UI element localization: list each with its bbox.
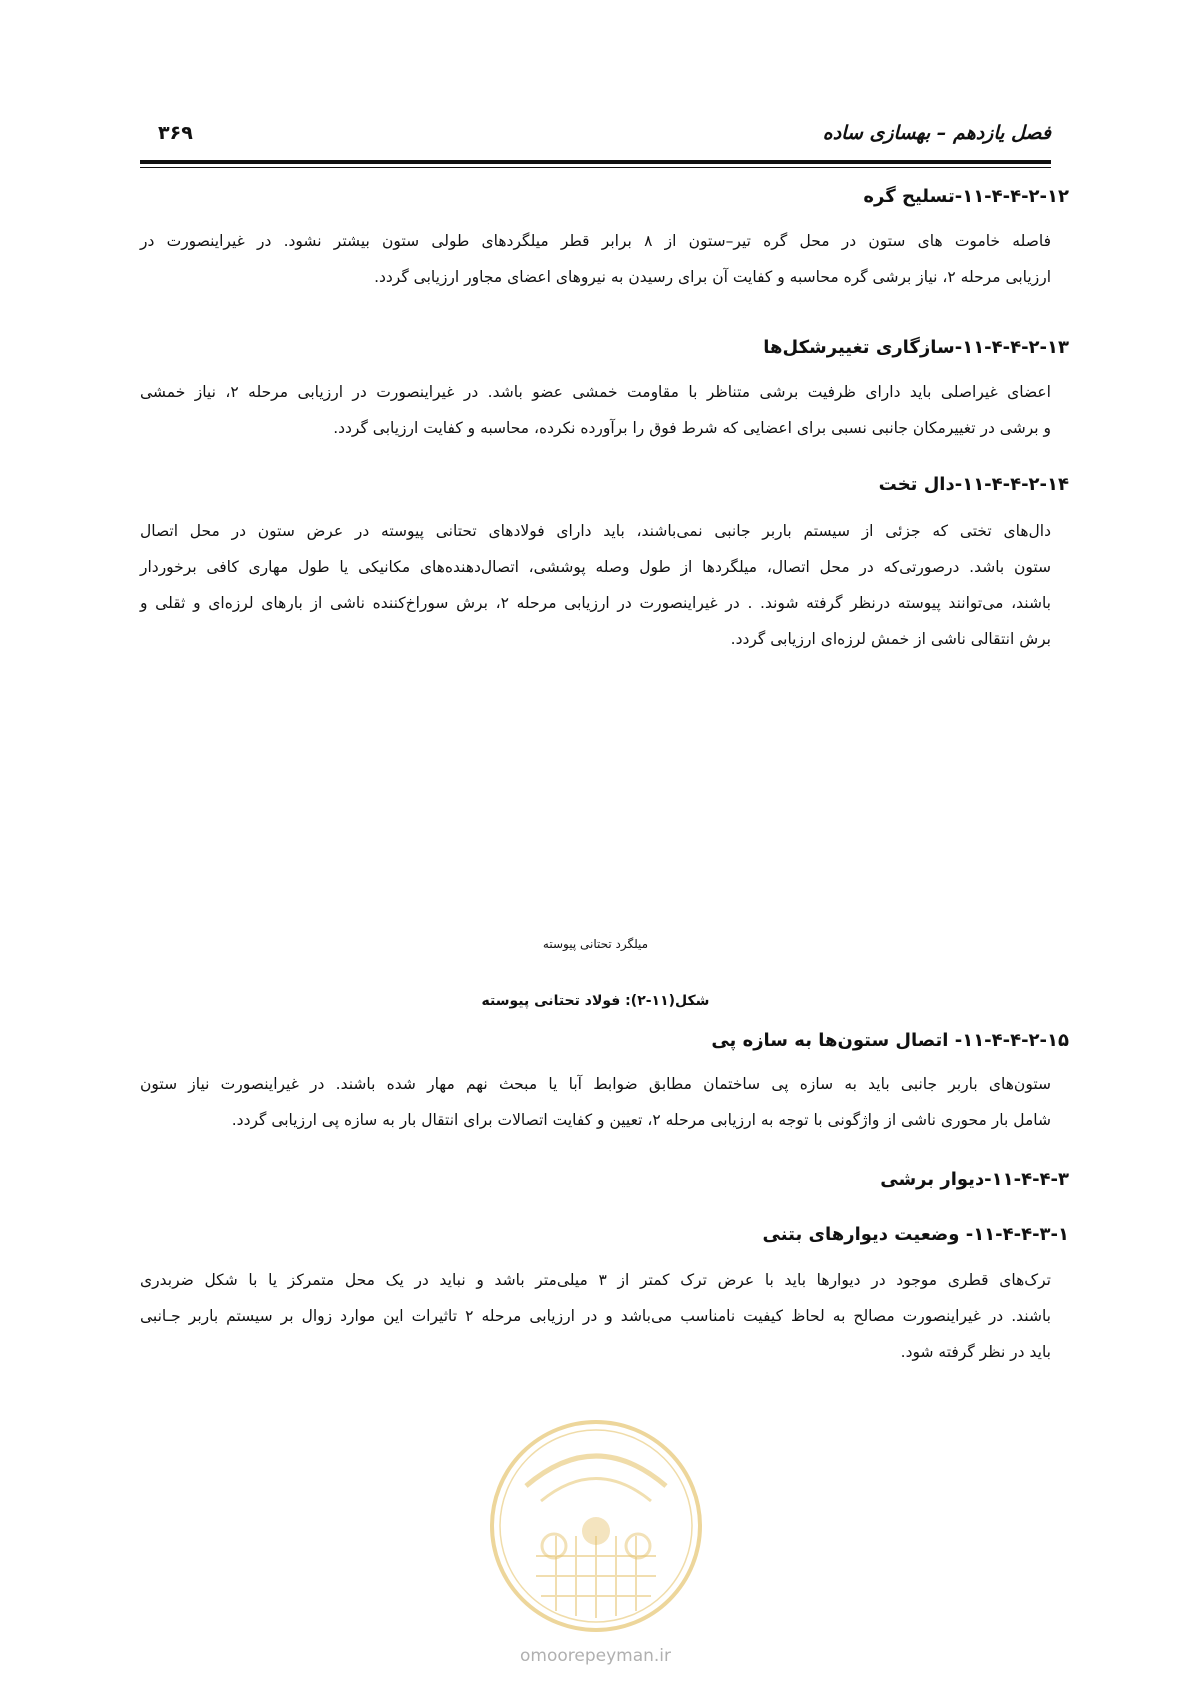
paragraph-line: باشند، می‌توانند پیوسته درنظر گرفته شوند. . در غیراینصورت در ارزیابی مرحله ۲، برش سوراخ‌کننده ناشی از بارهای لرزه‌ای و ثقلی و bbox=[140, 594, 1051, 612]
section-heading: ۱۱-۴-۴-۲-۱۴-دال تخت bbox=[878, 474, 1069, 495]
chapter-title: فصل یازدهم – بهسازی ساده bbox=[822, 122, 1051, 144]
section-heading: ۱۱-۴-۴-۲-۱۲-تسلیح گره bbox=[863, 186, 1069, 207]
paragraph bbox=[140, 1066, 1051, 1138]
section-heading: ۱۱-۴-۴-۳-۱- وضعیت دیوارهای بتنی bbox=[762, 1224, 1069, 1245]
header-rule-thin bbox=[140, 167, 1051, 168]
paragraph-line: ستون‌های باربر جانبی باید به سازه پی ساختمان مطابق ضوابط آبا یا مبحث نهم مهار شده باشند. در غیراینصورت نیاز ستون bbox=[140, 1075, 1051, 1093]
section-heading: ۱۱-۴-۴-۲-۱۳-سازگاری تغییرشکل‌ها bbox=[763, 337, 1069, 358]
paragraph bbox=[140, 374, 1051, 446]
paragraph-line: باید در نظر گرفته شود. bbox=[900, 1343, 1051, 1361]
paragraph-line: فاصله خاموت های ستون در محل گره تیر–ستون از ۸ برابر قطر میلگردهای طولی ستون بیشتر نشود. در غیراینصورت در bbox=[140, 232, 1052, 250]
paragraph-line: و برشی در تغییرمکان جانبی نسبی برای اعضایی که شرط فوق را برآورده نکرده، محاسبه و کفایت ارزیابی گردد. bbox=[333, 419, 1051, 437]
page-header bbox=[140, 122, 1051, 152]
paragraph bbox=[140, 1262, 1051, 1370]
paragraph-line: ستون باشد. درصورتی‌که در محل اتصال، میلگردها از طول وصله پوششی، اتصال‌دهنده‌های مکانیکی یا طول مهاری کافی برخوردار bbox=[140, 558, 1051, 576]
paragraph-line: ترک‌های قطری موجود در دیوارها باید با عرض ترک کمتر از ۳ میلی‌متر باشد و نباید در یک محل متمرکز یا با شکل ضربدری bbox=[140, 1271, 1051, 1289]
section-heading: ۱۱-۴-۴-۳-دیوار برشی bbox=[880, 1169, 1069, 1190]
figure-caption: شکل(۱۱-۲): فولاد تحتانی پیوسته bbox=[481, 993, 710, 1009]
figure-label: میلگرد تحتانی پیوسته bbox=[542, 937, 649, 951]
paragraph-line: شامل بار محوری ناشی از واژگونی با توجه به ارزیابی مرحله ۲، تعیین و کفایت اتصالات برای انتقال بار به سازه پی ارزیابی گردد. bbox=[231, 1111, 1051, 1129]
paragraph bbox=[140, 223, 1051, 295]
header-rule-thick bbox=[140, 160, 1051, 164]
paragraph-line: ارزیابی مرحله ۲، نیاز برشی گره محاسبه و کفایت آن برای رسیدن به نیروهای اعضای مجاور ارزیابی گردد. bbox=[374, 268, 1051, 286]
section-heading: ۱۱-۴-۴-۲-۱۵- اتصال ستون‌ها به سازه پی bbox=[711, 1030, 1069, 1051]
paragraph-line: باشند. در غیراینصورت مصالح به لحاظ کیفیت نامناسب می‌باشد و در ارزیابی مرحله ۲ تاثیرات این موارد زوال بر سیستم باربر جـانبی bbox=[140, 1307, 1051, 1325]
page-number: ۳۶۹ bbox=[158, 122, 193, 144]
watermark-logo-icon bbox=[486, 1416, 706, 1636]
paragraph bbox=[140, 513, 1051, 657]
paragraph-line: برش انتقالی ناشی از خمش لرزه‌ای ارزیابی گردد. bbox=[730, 630, 1051, 648]
watermark-site: omoorepeyman.ir bbox=[519, 1646, 672, 1666]
paragraph-line: اعضای غیراصلی باید دارای ظرفیت برشی متناظر با مقاومت خمشی عضو باشد. در غیراینصورت در ارزیابی مرحله ۲، نیاز خمشی bbox=[140, 383, 1051, 401]
paragraph-line: دال‌های تختی که جزئی از سیستم باربر جانبی نمی‌باشند، باید دارای فولادهای تحتانی پیوسته در عرض ستون در محل اتصال bbox=[140, 522, 1051, 540]
